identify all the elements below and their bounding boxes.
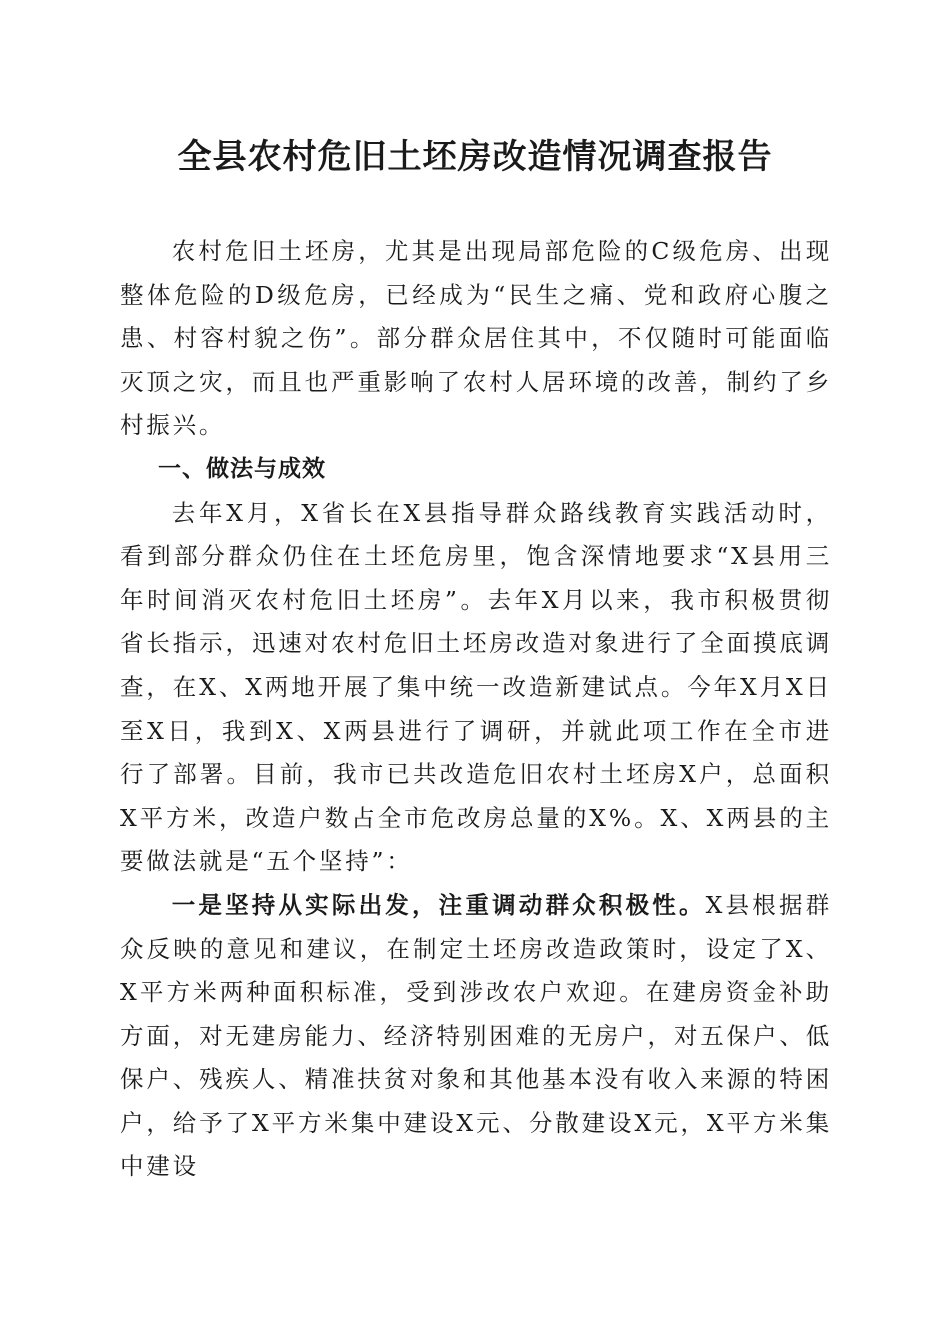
intro-paragraph: 农村危旧土坯房，尤其是出现局部危险的C级危房、出现整体危险的D级危房，已经成为“民生之痛、党和政府心腹之患、村容村貌之伤”。部分群众居住其中，不仅随时可能面临灭顶之灾，而且也严重影响了农村人居环境的改善，制约了乡村振兴。 <box>120 237 832 440</box>
section-paragraph: 去年X月，X省长在X县指导群众路线教育实践活动时，看到部分群众仍住在土坯危房里，饱含深情地要求“X县用三年时间消灭农村危旧土坯房”。去年X月以来，我市积极贯彻省长指示，迅速对农村危旧土坯房改造对象进行了全面摸底调查，在X、X两地开展了集中统一改造新建试点。今年X月X日至X日，我到X、X两县进行了调研，并就此项工作在全市进行了部署。目前，我市已共改造危旧农村土坯房X户，总面积X平方米，改造户数占全市危改房总量的X%。X、X两县的主要做法就是“五个坚持”： <box>120 498 832 876</box>
point-lead: 一是坚持从实际出发，注重调动群众积极性。 <box>171 890 706 919</box>
document-title: 全县农村危旧土坯房改造情况调查报告 <box>177 137 773 177</box>
document-body <box>120 230 832 1189</box>
section-heading: 一、做法与成效 <box>158 455 326 482</box>
point-paragraph <box>120 884 832 1189</box>
point-text: X县根据群众反映的意见和建议，在制定土坯房改造政策时，设定了X、X平方米两种面积标准，受到涉改农户欢迎。在建房资金补助方面，对无建房能力、经济特别困难的无房户，对五保户、低保户、残疾人、精准扶贫对象和其他基本没有收入来源的特困户，给予了X平方米集中建设X元、分散建设X元，X平方米集中建设 <box>120 890 832 1181</box>
